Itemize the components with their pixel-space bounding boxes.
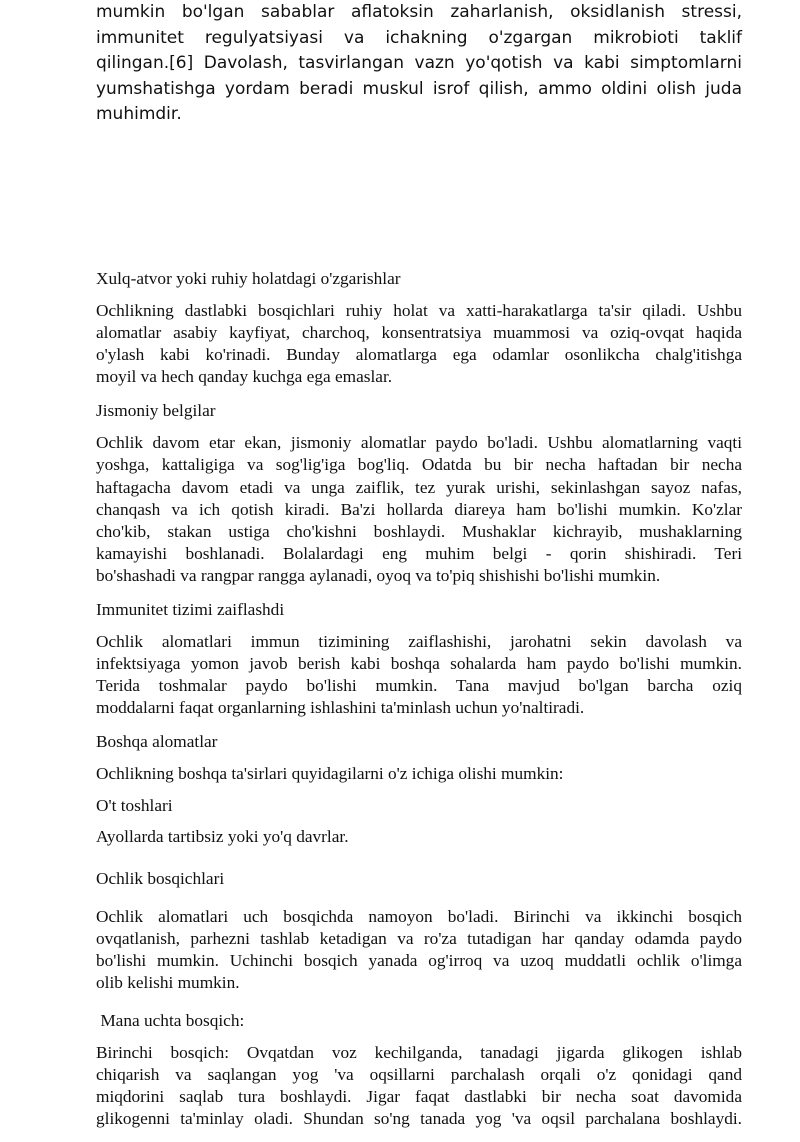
section-paragraph-immune xyxy=(96,631,742,719)
text-line: glikogenni ta'minlay oladi. Shundan so'ng tanada yog 'va oqsil parchalana boshlaydi. xyxy=(96,1109,742,1129)
text-line: ovqatlanish, parhezni tashlab ketadigan va ro'za tutadigan har qanday odamda paydo xyxy=(96,928,742,948)
section-heading-immune: Immunitet tizimi zaiflashdi xyxy=(96,600,285,620)
text-line: kamayishi boshlanadi. Bolalardagi eng muhim belgi - qorin shishiradi. Teri xyxy=(96,543,742,563)
text-line: olib kelishi mumkin. xyxy=(96,972,240,992)
text-line: infektsiyaga yomon javob berish kabi boshqa sohalarda ham paydo bo'lishi mumkin. xyxy=(96,654,742,674)
main-content xyxy=(96,268,742,1142)
text-line: chanqash va ich qotish kiradi. Ba'zi hollarda diareya ham bo'lishi mumkin. Ko'zlar xyxy=(96,499,742,519)
section-heading-three-stages: Mana uchta bosqich: xyxy=(96,1011,245,1031)
section-intro-other: Ochlikning boshqa ta'sirlari quyidagilarni o'z ichiga olishi mumkin: xyxy=(96,764,564,784)
section-heading-behavior: Xulq-atvor yoki ruhiy holatdagi o'zgarishlar xyxy=(96,269,401,288)
list-item-periods: Ayollarda tartibsiz yoki yo'q davrlar. xyxy=(96,826,349,846)
intro-paragraph xyxy=(96,0,742,128)
text-line: bo'lishi mumkin. Uchinchi bosqich yanada og'irroq va uzoq muddatli ochlik o'limga xyxy=(96,950,742,970)
text-line: Birinchi bosqich: Ovqatdan voz kechilganda, tanadagi jigarda glikogen ishlab xyxy=(96,1043,742,1063)
section-paragraph-behavior xyxy=(96,300,742,388)
section-heading-physical: Jismoniy belgilar xyxy=(96,401,216,421)
section-heading-stages: Ochlik bosqichlari xyxy=(96,868,225,888)
text-line: bo'shashadi va rangpar rangga aylanadi, oyoq va to'piq shishishi bo'lishi mumkin. xyxy=(96,565,661,585)
text-line: o'ylash kabi ko'rinadi. Bunday alomatlarga ega odamlar osonlikcha chalg'itishga xyxy=(96,345,742,365)
text-line: Ochlikning dastlabki bosqichlari ruhiy holat va xatti-harakatlarga ta'sir qiladi. Ushbu xyxy=(96,301,742,320)
text-line: yumshatishga yordam beradi muskul isrof qilish, ammo oldini olish juda xyxy=(96,78,742,99)
text-line: moddalarni faqat organlarning ishlashini ta'minlash uchun yo'naltiradi. xyxy=(96,698,585,718)
text-line: immunitet regulyatsiyasi va ichakning o'zgargan mikrobioti taklif xyxy=(96,27,742,48)
section-paragraph-physical xyxy=(96,432,742,587)
text-line: Ochlik alomatlari uch bosqichda namoyon bo'ladi. Birinchi va ikkinchi bosqich xyxy=(96,906,742,926)
text-line: yoshga, kattaligiga va sog'lig'iga bog'liq. Odatda bu bir necha haftadan bir necha xyxy=(96,455,742,475)
section-paragraph-three-stages xyxy=(96,1042,742,1130)
section-paragraph-stages xyxy=(96,906,742,994)
text-line: moyil va hech qanday kuchga ega emaslar. xyxy=(96,367,393,387)
text-line: muhimdir. xyxy=(96,104,182,124)
text-line: Ochlik alomatlari immun tizimining zaiflashishi, jarohatni sekin davolash va xyxy=(96,632,742,652)
text-line: Terida toshmalar paydo bo'lishi mumkin. Tana mavjud bo'lgan barcha oziq xyxy=(96,676,742,696)
list-item-gallstones: O't toshlari xyxy=(96,795,173,815)
text-line: qilingan.[6] Davolash, tasvirlangan vazn yo'qotish va kabi simptomlarni xyxy=(96,53,742,73)
text-line: miqdorini saqlab tura boshlaydi. Jigar faqat dastlabki bir necha soat davomida xyxy=(96,1087,742,1107)
text-line: chiqarish va saqlangan yog 'va oqsillarni parchalash orqali o'z qonidagi qand xyxy=(96,1065,742,1085)
text-line: cho'kib, stakan ustiga cho'kishni boshlaydi. Mushaklar kichrayib, mushaklarning xyxy=(96,521,742,541)
text-line: haftagacha davom etadi va unga zaiflik, tez yurak urishi, sekinlashgan sayoz nafas, xyxy=(96,477,742,497)
text-line: alomatlar asabiy kayfiyat, charchoq, konsentratsiya muammosi va oziq-ovqat haqida xyxy=(96,323,742,343)
section-heading-other: Boshqa alomatlar xyxy=(96,732,218,752)
text-line: Ochlik davom etar ekan, jismoniy alomatlar paydo bo'ladi. Ushbu alomatlarning vaqti xyxy=(96,433,742,453)
text-line: mumkin bo'lgan sabablar aflatoksin zaharlanish, oksidlanish stressi, xyxy=(96,2,742,22)
